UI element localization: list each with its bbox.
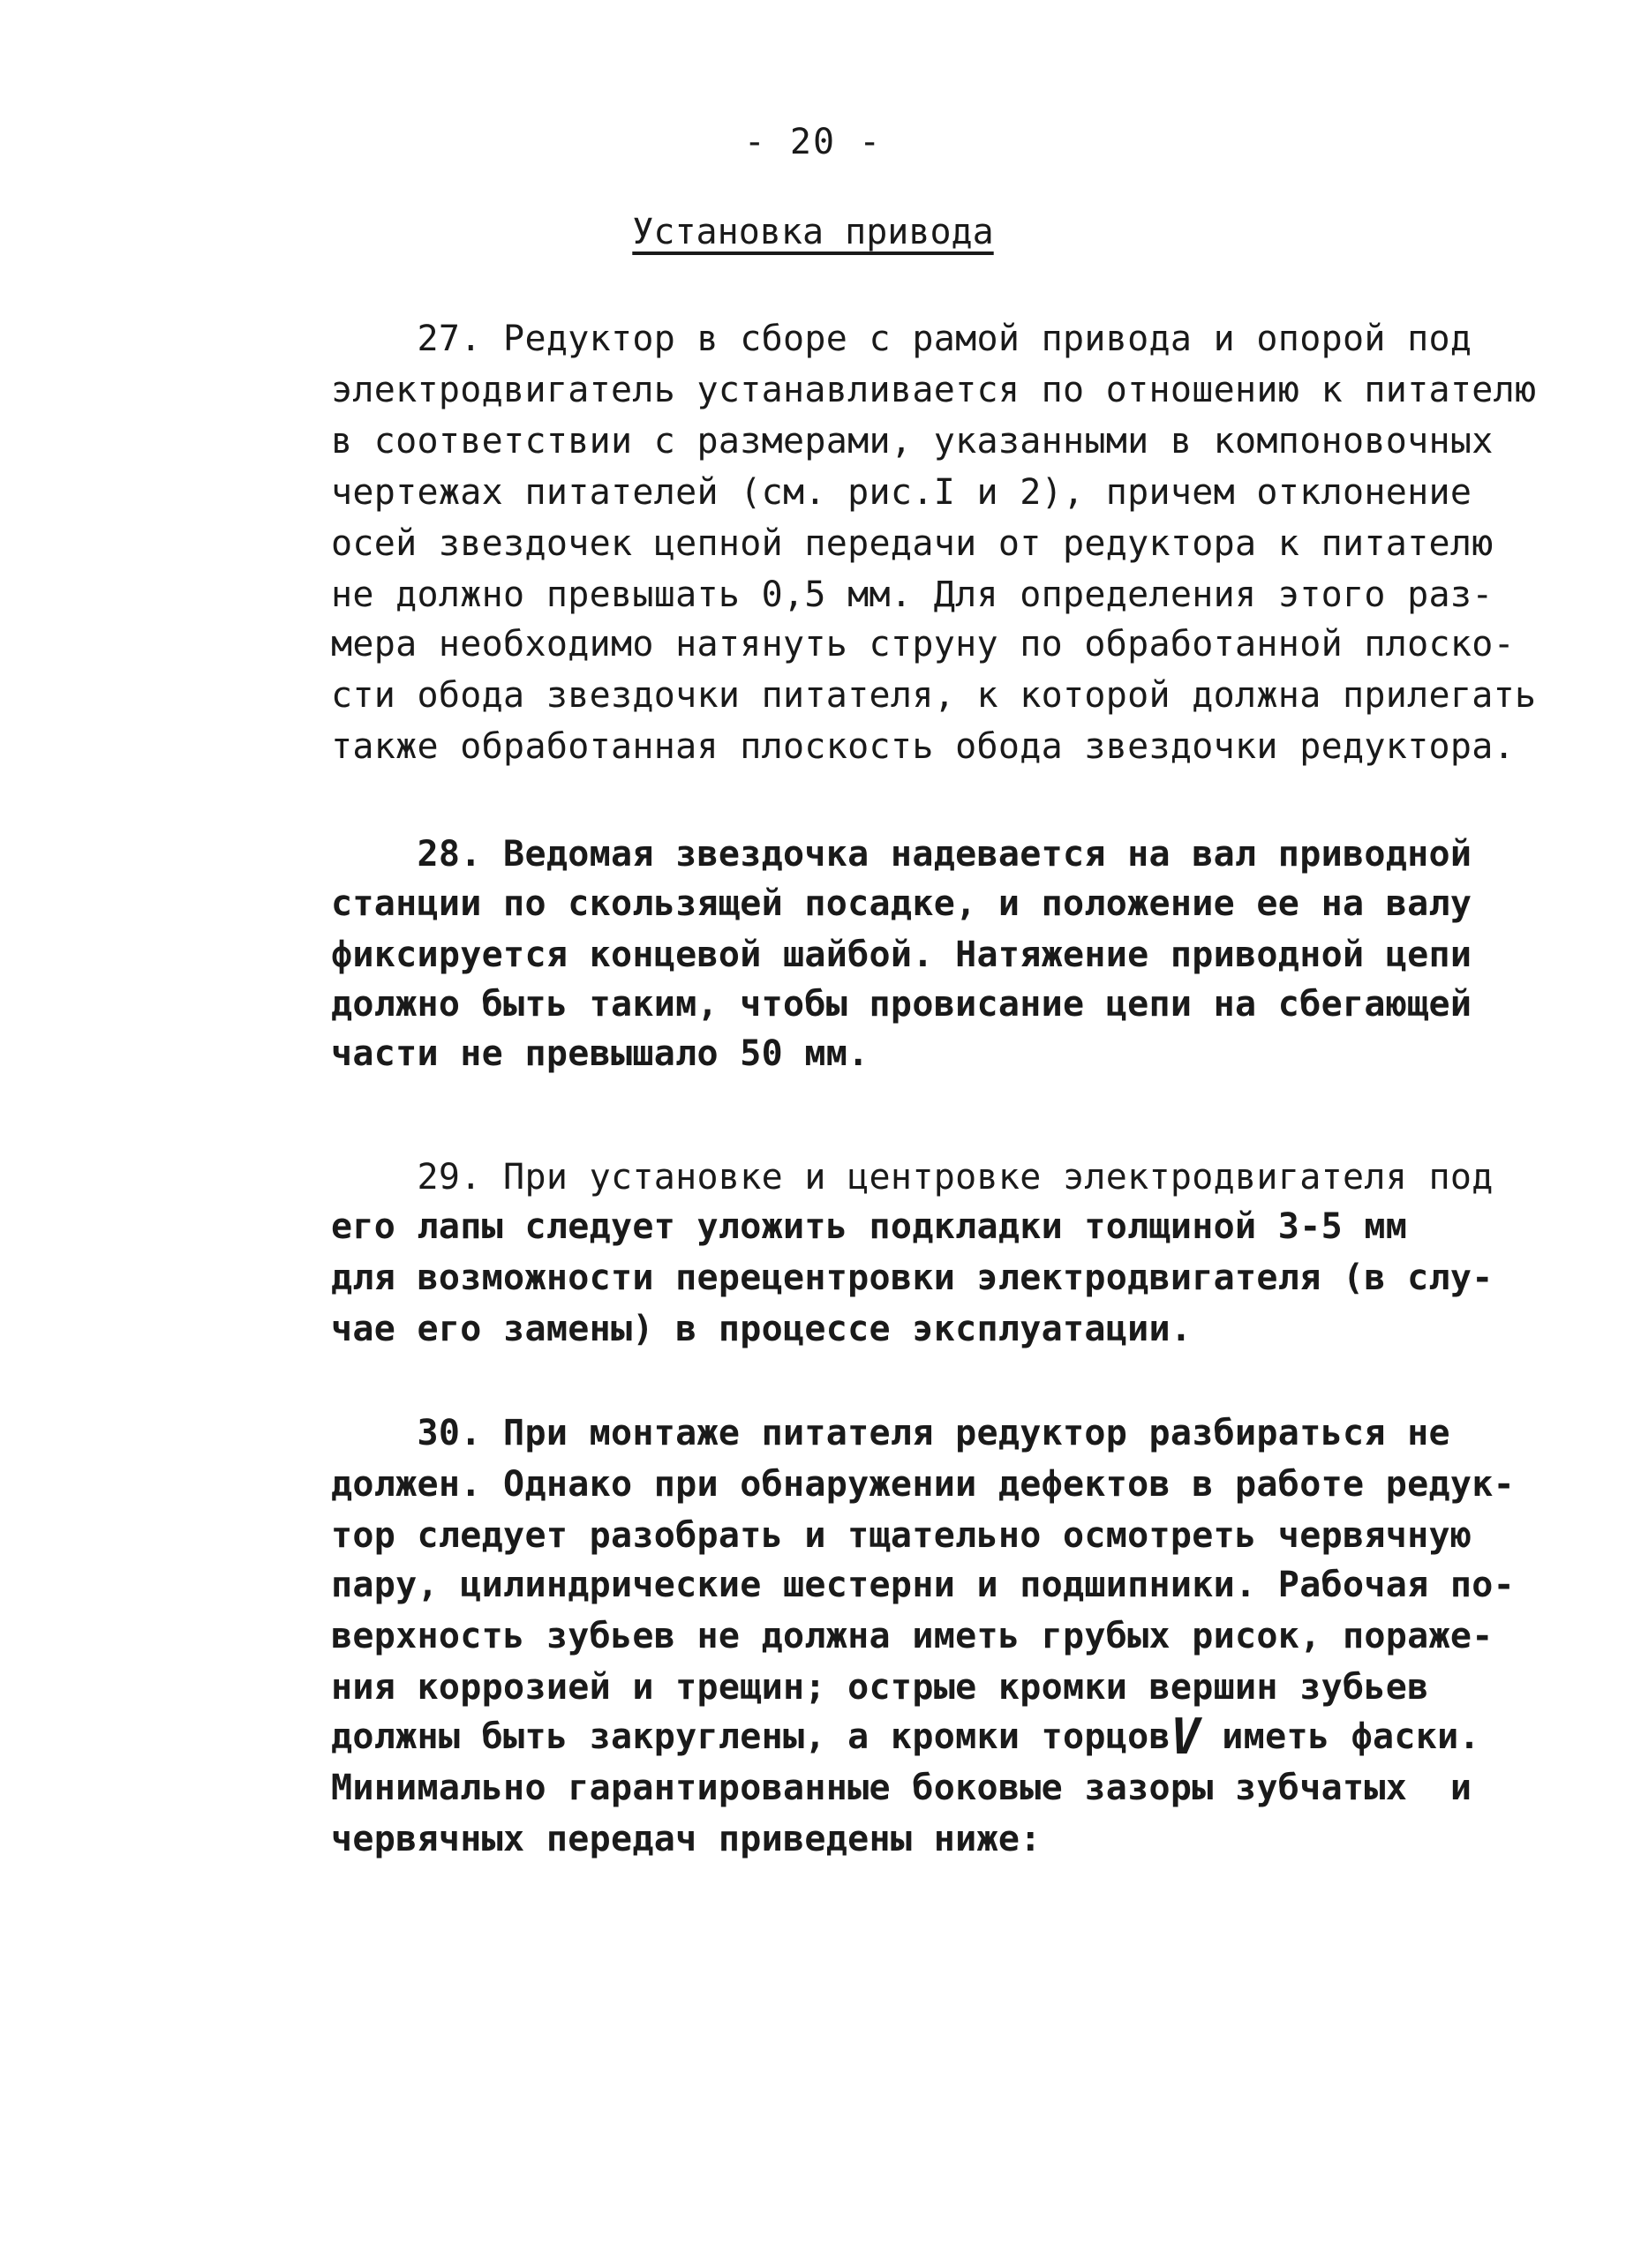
paragraph-30-line-7-tail: иметь фаски. — [1200, 1716, 1480, 1757]
paragraph-30-line-3: тор следует разобрать и тщательно осмотреть червячную — [331, 1515, 1472, 1556]
paragraph-29-line-4: чае его замены) в процессе эксплуатации. — [331, 1309, 1193, 1349]
section-title: Установка привода — [632, 212, 994, 252]
paragraph-30-line-6: ния коррозией и трещин; острые кромки вершин зубьев — [331, 1667, 1429, 1708]
paragraph-30-line-7 — [331, 1709, 1480, 1766]
paragraph-27-line-3: в соответствии с размерами, указанными в компоновочных — [331, 421, 1494, 462]
paragraph-30-line-8: Минимально гарантированные боковые зазоры зубчатых и — [331, 1768, 1472, 1808]
paragraph-30-line-4: пару, цилиндрические шестерни и подшипники. Рабочая по- — [331, 1565, 1516, 1605]
handwritten-check-mark: V — [1170, 1709, 1201, 1766]
paragraph-30-line-9: червячных передач приведены ниже: — [331, 1819, 1042, 1859]
paragraph-28-line-3: фиксируется концевой шайбой. Натяжение приводной цепи — [331, 935, 1472, 975]
paragraph-27-line-7: мера необходимо натянуть струну по обработанной плоско- — [331, 624, 1516, 665]
paragraph-29-line-3: для возможности перецентровки электродвигателя (в слу- — [331, 1258, 1494, 1298]
paragraph-29-line-2: его лапы следует уложить подкладки толщиной 3-5 мм — [331, 1206, 1408, 1247]
paragraph-27-line-6: не должно превышать 0,5 мм. Для определения этого раз- — [331, 575, 1494, 615]
paragraph-28-line-2: станции по скользящей посадке, и положение ее на валу — [331, 883, 1472, 924]
paragraph-27-line-1: 27. Редуктор в сборе с рамой привода и опорой под — [331, 319, 1472, 359]
paragraph-28-line-1: 28. Ведомая звездочка надевается на вал приводной — [331, 834, 1472, 875]
paragraph-27-line-2: электродвигатель устанавливается по отношению к питателю — [331, 370, 1537, 410]
paragraph-27-line-5: осей звездочек цепной передачи от редуктора к питателю — [331, 523, 1494, 564]
paragraph-30-line-1: 30. При монтаже питателя редуктор разбираться не — [331, 1413, 1450, 1453]
paragraph-27-line-4: чертежах питателей (см. рис.I и 2), причем отклонение — [331, 472, 1472, 513]
paragraph-27-line-8: сти обода звездочки питателя, к которой должна прилегать — [331, 675, 1537, 716]
paragraph-30-line-7-text: должны быть закруглены, а кромки торцов — [331, 1716, 1171, 1757]
page-number: - 20 - — [743, 122, 883, 162]
paragraph-29-line-1: 29. При установке и центровке электродвигателя под — [331, 1157, 1494, 1198]
paragraph-27-line-9: также обработанная плоскость обода звездочки редуктора. — [331, 726, 1516, 767]
paragraph-28-line-4: должно быть таким, чтобы провисание цепи на сбегающей — [331, 984, 1472, 1025]
paragraph-30-line-5: верхность зубьев не должна иметь грубых рисок, пораже- — [331, 1616, 1494, 1656]
paragraph-30-line-2: должен. Однако при обнаружении дефектов в работе редук- — [331, 1464, 1516, 1505]
paragraph-28-line-5: части не превышало 50 мм. — [331, 1033, 869, 1074]
